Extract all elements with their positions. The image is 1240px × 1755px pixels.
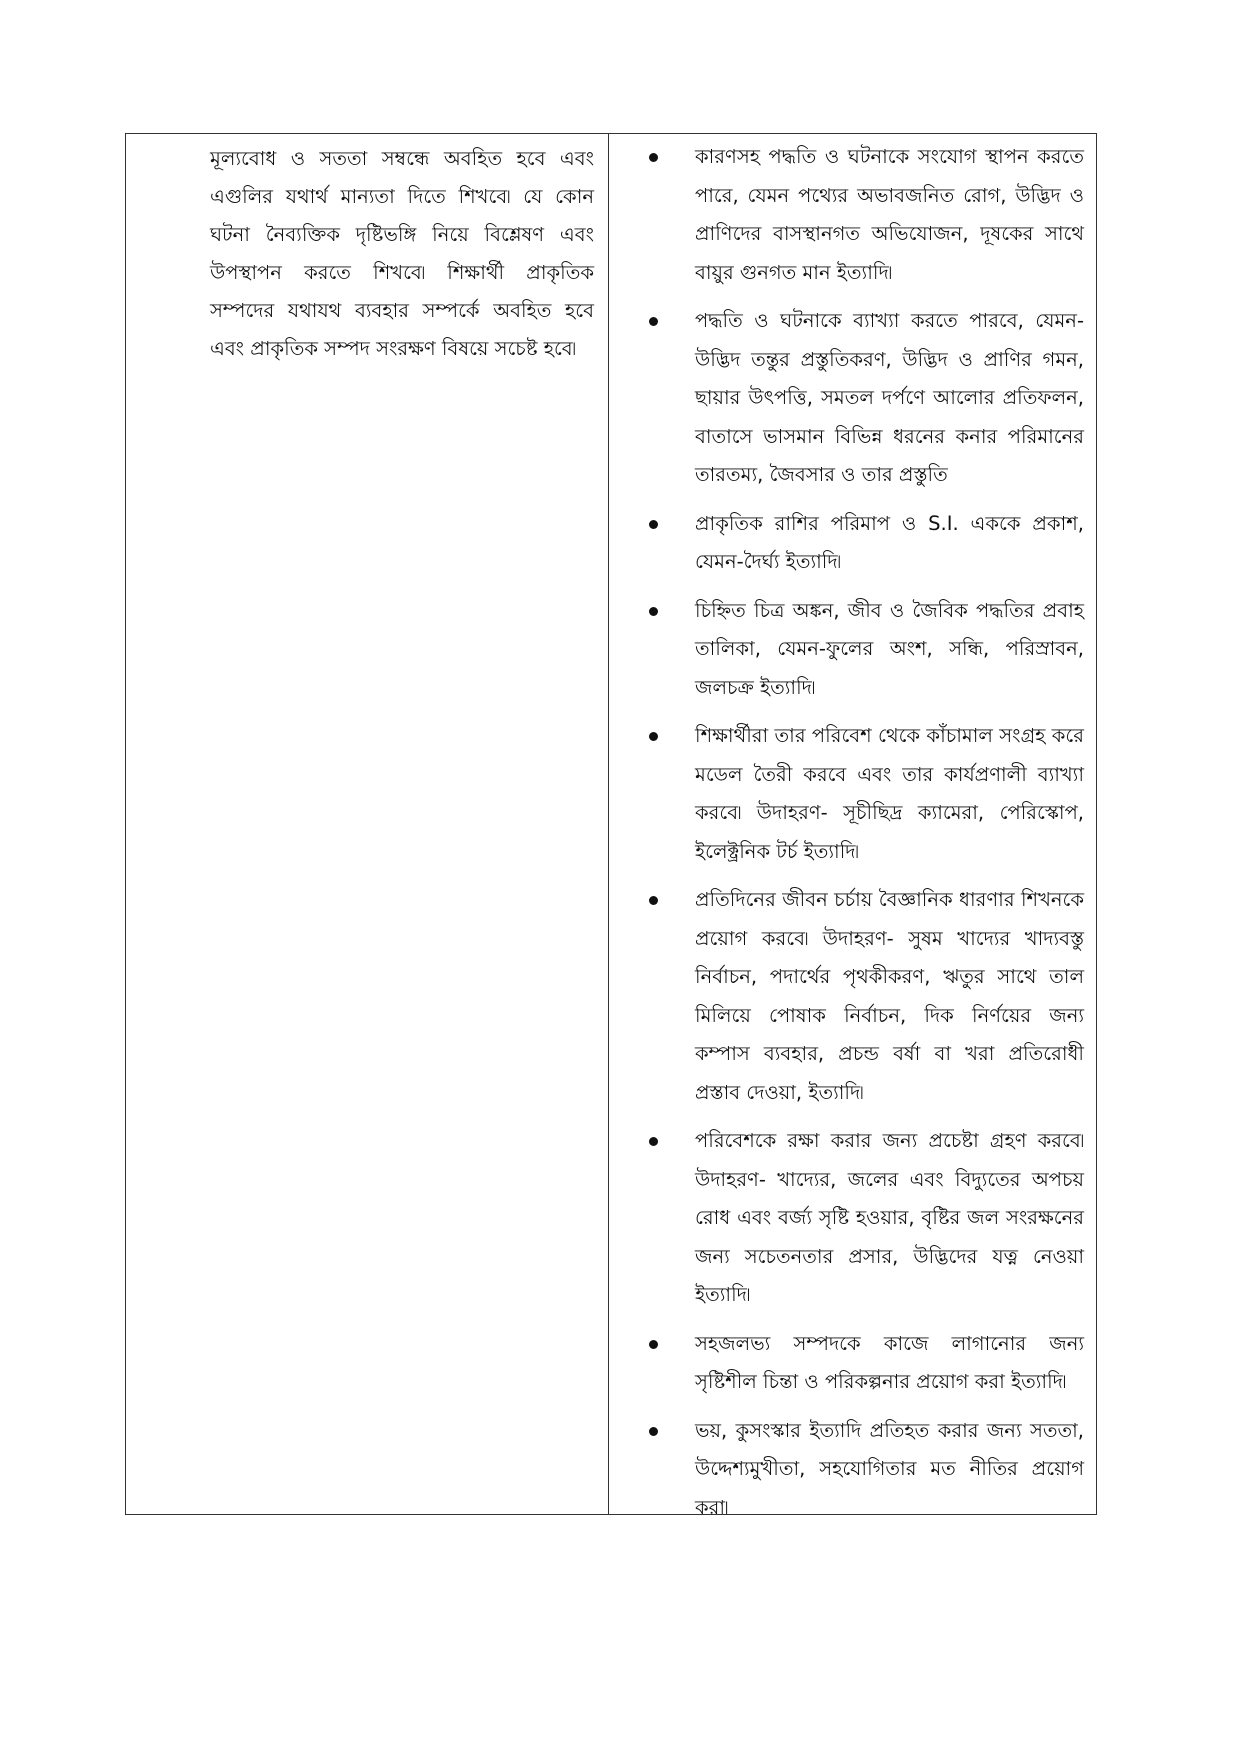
bullet-text: শিক্ষার্থীরা তার পরিবেশ থেকে কাঁচামাল সংগ্রহ করে মডেল তৈরী করবে এবং তার কার্যপ্রণালী ব্যাখ্যা করবে৷ উদাহরণ- সূচীছিদ্র ক্যামেরা, পেরিস্কোপ, ইলেক্ট্রনিক টর্চ ইত্যাদি৷ <box>695 724 1084 863</box>
bullet-text: প্রাকৃতিক রাশির পরিমাপ ও S.I. এককে প্রকাশ, যেমন-দৈর্ঘ্য ইত্যাদি৷ <box>695 511 1084 573</box>
bullet-item <box>645 1122 1084 1315</box>
bullet-dot-icon <box>649 520 658 529</box>
bullet-item <box>645 1325 1084 1402</box>
bullet-dot-icon <box>649 1137 658 1146</box>
bullet-dot-icon <box>649 607 658 616</box>
bullet-dot-icon <box>649 153 658 162</box>
bullet-dot-icon <box>649 317 658 326</box>
right-column <box>609 134 1096 1519</box>
bullet-item <box>645 302 1084 495</box>
content-table <box>125 133 1097 1519</box>
bullet-list <box>645 138 1084 1527</box>
bullet-text: চিহ্নিত চিত্র অঙ্কন, জীব ও জৈবিক পদ্ধতির প্রবাহ তালিকা, যেমন-ফুলের অংশ, সন্ধি, পরিস্রাবন, জলচক্র ইত্যাদি৷ <box>695 598 1084 699</box>
left-column-paragraph: মূল্যবোধ ও সততা সম্বন্ধে অবহিত হবে এবং এগুলির যথার্থ মান্যতা দিতে শিখবে৷ যে কোন ঘটনা নৈব্যক্তিক দৃষ্টিভঙ্গি নিয়ে বিশ্লেষণ এবং উপস্থাপন করতে শিখবে৷ শিক্ষার্থী প্রাকৃতিক সম্পদের যথাযথ ব্যবহার সম্পর্কে অবহিত হবে এবং প্রাকৃতিক সম্পদ সংরক্ষণ বিষয়ে সচেষ্ট হবে৷ <box>210 147 594 360</box>
bullet-item <box>645 592 1084 708</box>
left-column <box>126 134 609 1514</box>
bullet-dot-icon <box>649 896 658 905</box>
bullet-item <box>645 717 1084 871</box>
bullet-text: প্রতিদিনের জীবন চর্চায় বৈজ্ঞানিক ধারণার শিখনকে প্রয়োগ করবে৷ উদাহরণ- সুষম খাদ্যের খাদ্যবস্তু নির্বাচন, পদার্থের পৃথকীকরণ, ঋতুর সাথে তাল মিলিয়ে পোষাক নির্বাচন, দিক নির্ণয়ের জন্য কম্পাস ব্যবহার, প্রচন্ড বর্ষা বা খরা প্রতিরোধী প্রস্তাব দেওয়া, ইত্যাদি৷ <box>695 888 1084 1104</box>
bullet-item <box>645 1412 1084 1528</box>
bullet-text: পরিবেশকে রক্ষা করার জন্য প্রচেষ্টা গ্রহণ করবে৷ উদাহরণ- খাদ্যের, জলের এবং বিদ্যুতের অপচয় রোধ এবং বর্জ্য সৃষ্টি হওয়ার, বৃষ্টির জল সংরক্ষনের জন্য সচেতনতার প্রসার, উদ্ভিদের যত্ন নেওয়া ইত্যাদি৷ <box>695 1129 1084 1306</box>
bullet-text: পদ্ধতি ও ঘটনাকে ব্যাখ্যা করতে পারবে, যেমন- উদ্ভিদ তন্তুর প্রস্তুতিকরণ, উদ্ভিদ ও প্রাণির গমন, ছায়ার উৎপত্তি, সমতল দর্পণে আলোর প্রতিফলন, বাতাসে ভাসমান বিভিন্ন ধরনের কনার পরিমানের তারতম্য, জৈবসার ও তার প্রস্তুতি <box>695 309 1084 486</box>
bullet-dot-icon <box>649 1427 658 1436</box>
bullet-item <box>645 881 1084 1112</box>
bullet-dot-icon <box>649 732 658 741</box>
bullet-text: সহজলভ্য সম্পদকে কাজে লাগানোর জন্য সৃষ্টিশীল চিন্তা ও পরিকল্পনার প্রয়োগ করা ইত্যাদি৷ <box>695 1331 1084 1393</box>
bullet-dot-icon <box>649 1340 658 1349</box>
bullet-text: ভয়, কুসংস্কার ইত্যাদি প্রতিহত করার জন্য সততা, উদ্দেশ্যমুখীতা, সহযোগিতার মত নীতির প্রয়োগ করা৷ <box>695 1418 1084 1519</box>
bullet-text: কারণসহ পদ্ধতি ও ঘটনাকে সংযোগ স্থাপন করতে পারে, যেমন পথ্যের অভাবজনিত রোগ, উদ্ভিদ ও প্রাণিদের বাসস্থানগত অভিযোজন, দূষকের সাথে বায়ুর গুনগত মান ইত্যাদি৷ <box>695 145 1084 284</box>
bullet-item <box>645 138 1084 292</box>
bullet-item <box>645 505 1084 582</box>
